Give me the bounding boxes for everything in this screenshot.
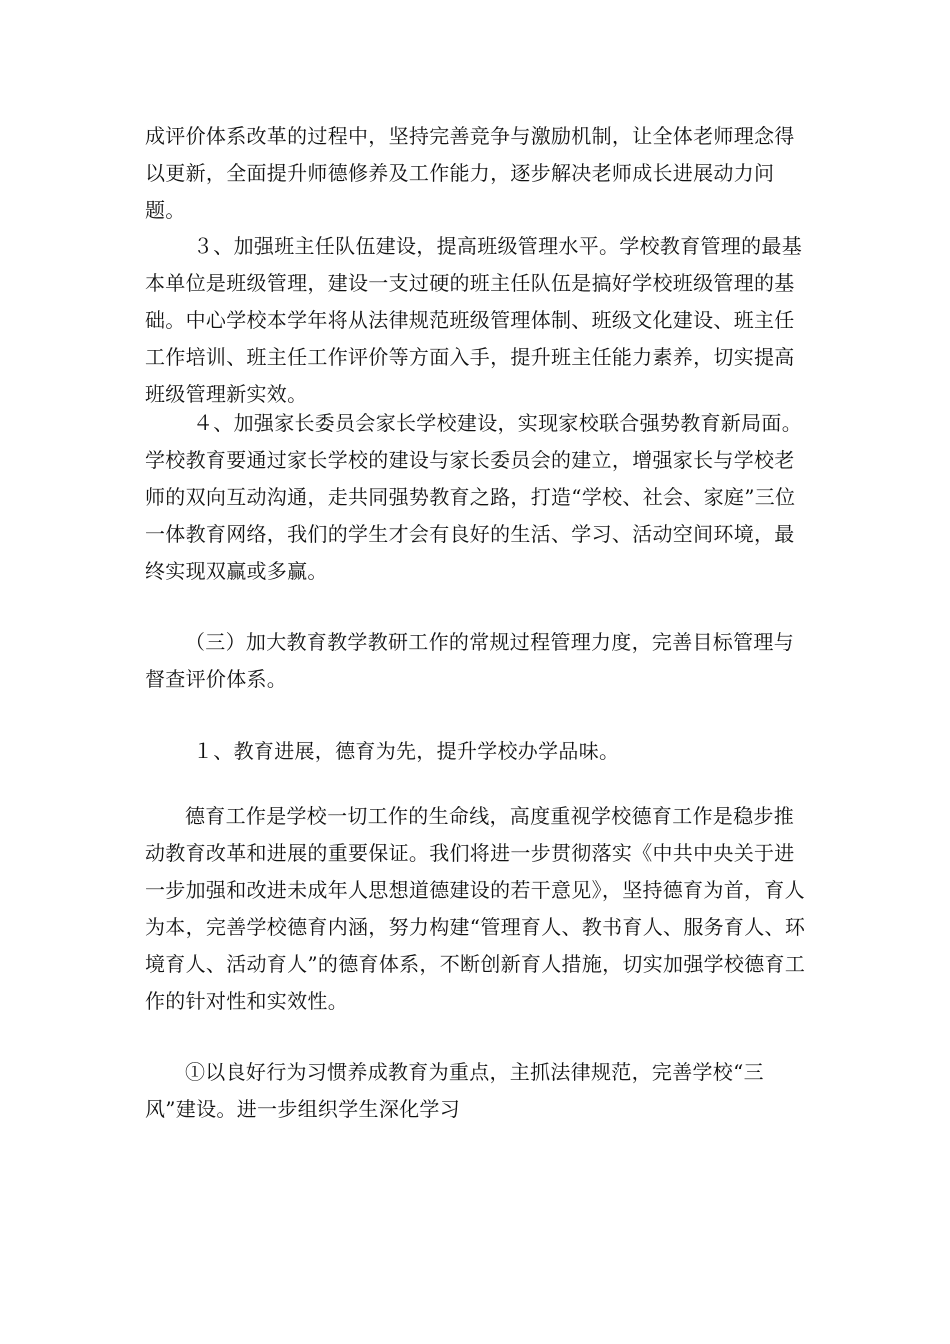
paragraph-head-teacher-team: ３、加强班主任队伍建设，提高班级管理水平。学校教育管理的最基本单位是班级管理，建设一支过硬的班主任队伍是搞好学校班级管理的基础。中心学校本学年将从法律规范班级管理体制、班级文化建设、班主任工作培训、班主任工作评价等方面入手，提升班主任能力素养，切实提高班级管理新实效。: [145, 234, 802, 406]
paragraph-moral-education: 德育工作是学校一切工作的生命线，高度重视学校德育工作是稳步推动教育改革和进展的重要保证。我们将进一步贯彻落实《中共中央关于进一步加强和改进未成年人思想道德建设的若干意见》，坚持德育为首，育人为本，完善学校德育内涵，努力构建“管理育人、教书育人、服务育人、环境育人、活动育人”的德育体系，不断创新育人措施，切实加强学校德育工作的针对性和实效性。: [145, 804, 806, 1013]
paragraph-behavior-habits: ①以良好行为习惯养成教育为重点，主抓法律规范，完善学校“三风”建设。进一步组织学生深化学习: [145, 1060, 764, 1121]
paragraph-parent-committee: ４、加强家长委员会家长学校建设，实现家校联合强势教育新局面。学校教育要通过家长学校的建设与家长委员会的建立，增强家长与学校老师的双向互动沟通，走共同强势教育之路，打造“学校、社会、家庭”三位一体教育网络，我们的学生才会有良好的生活、学习、活动空间环境，最终实现双赢或多赢。: [145, 411, 802, 583]
paragraph-teacher-evaluation: 成评价体系改革的过程中，坚持完善竞争与激励机制，让全体老师理念得以更新，全面提升师德修养及工作能力，逐步解决老师成长进展动力问题。: [145, 124, 795, 222]
section-heading-three: （三）加大教育教学教研工作的常规过程管理力度，完善目标管理与督查评价体系。: [145, 630, 794, 691]
subheading-moral-education: １、教育进展，德育为先，提升学校办学品味。: [193, 739, 620, 763]
